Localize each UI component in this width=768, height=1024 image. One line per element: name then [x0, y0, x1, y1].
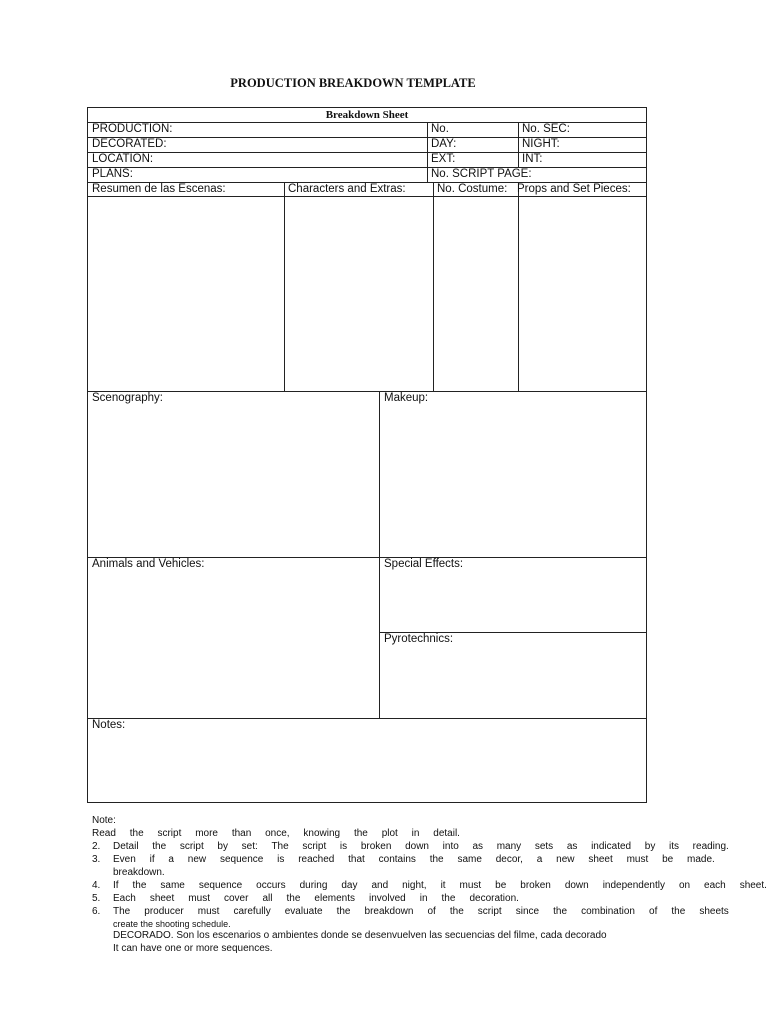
word: the — [152, 841, 167, 852]
word: made. — [687, 854, 715, 865]
word: that — [348, 854, 365, 865]
word: breakdown — [364, 906, 414, 917]
word: The — [271, 841, 289, 852]
row-divider — [88, 718, 646, 719]
word: sheets — [699, 906, 729, 917]
props-header: Props and Set Pieces: — [517, 183, 631, 195]
no-script-page-label: No. SCRIPT PAGE: — [431, 168, 532, 180]
item-text — [113, 854, 715, 867]
word: during — [299, 880, 328, 891]
costume-header: No. Costume: — [437, 183, 508, 195]
location-label: LOCATION: — [92, 153, 154, 165]
row-divider — [88, 152, 646, 153]
word: once, — [265, 828, 290, 839]
item-text: breakdown. — [113, 867, 165, 878]
word: must — [197, 906, 220, 917]
word: down — [564, 880, 589, 891]
word: be — [662, 854, 674, 865]
word: a — [536, 854, 543, 865]
ext-label: EXT: — [431, 153, 456, 165]
item-number: 6. — [92, 906, 101, 917]
document-title: PRODUCTION BREAKDOWN TEMPLATE — [230, 76, 476, 90]
word: carefully — [233, 906, 271, 917]
word: must — [459, 880, 482, 891]
scenography-label: Scenography: — [92, 392, 163, 404]
pyrotechnics-label: Pyrotechnics: — [384, 633, 454, 645]
no-label: No. — [431, 123, 449, 135]
column-divider — [284, 182, 285, 391]
word: the — [429, 854, 444, 865]
word: new — [187, 854, 207, 865]
instruction-item — [92, 854, 768, 867]
item-text — [113, 841, 729, 854]
word: script — [302, 841, 327, 852]
word: reached — [298, 854, 335, 865]
word: set: — [241, 841, 258, 852]
word: since — [515, 906, 540, 917]
word: sets — [534, 841, 554, 852]
word: its — [669, 841, 679, 852]
item-text — [113, 893, 519, 906]
column-divider — [379, 391, 380, 718]
word: the — [553, 906, 568, 917]
word: detail. — [433, 828, 460, 839]
decorado-continuation — [92, 943, 768, 956]
word: by — [644, 841, 656, 852]
word: producer — [144, 906, 184, 917]
column-divider — [518, 182, 519, 391]
word: same — [457, 854, 482, 865]
word: cover — [223, 893, 249, 904]
word: many — [496, 841, 522, 852]
notes-label: Notes: — [92, 719, 126, 731]
word: script — [477, 906, 502, 917]
word: sequence — [219, 854, 264, 865]
row-divider — [88, 196, 646, 197]
decorado-definition — [92, 930, 768, 943]
int-label: INT: — [522, 153, 543, 165]
word: occurs — [256, 880, 286, 891]
decorado-text: It can have one or more sequences. — [113, 943, 273, 954]
item-text — [113, 880, 767, 893]
word: as — [566, 841, 578, 852]
word: be — [495, 880, 507, 891]
instructions-heading: Note: — [92, 815, 116, 826]
word: day — [341, 880, 358, 891]
word: the — [449, 906, 464, 917]
word: more — [195, 828, 218, 839]
word: elements — [314, 893, 355, 904]
instruction-item — [92, 880, 768, 893]
word: script — [157, 828, 182, 839]
word: contains — [378, 854, 416, 865]
item-number: 5. — [92, 893, 101, 904]
characters-header: Characters and Extras: — [288, 183, 406, 195]
instruction-item — [92, 841, 768, 854]
word: script — [179, 841, 204, 852]
column-divider — [433, 182, 434, 391]
item-number: 3. — [92, 854, 101, 865]
word: all — [262, 893, 273, 904]
makeup-label: Makeup: — [384, 392, 429, 404]
word: night, — [402, 880, 427, 891]
word: same — [160, 880, 185, 891]
instruction-item — [92, 906, 768, 919]
word: the — [353, 828, 368, 839]
word: must — [188, 893, 210, 904]
word: is — [339, 841, 348, 852]
word: If — [113, 880, 119, 891]
word: the — [129, 828, 144, 839]
word: the — [286, 893, 301, 904]
word: decoration. — [469, 893, 519, 904]
word: reading. — [692, 841, 729, 852]
word: it — [440, 880, 446, 891]
word: of — [649, 906, 658, 917]
instruction-item-continuation — [92, 867, 768, 880]
word: sheet — [149, 893, 175, 904]
word: broken — [520, 880, 551, 891]
breakdown-sheet — [87, 107, 647, 803]
row-divider — [88, 167, 646, 168]
decorated-label: DECORATED: — [92, 138, 167, 150]
decorado-text: DECORADO. Son los escenarios o ambientes donde se desenvuelven las secuencias del filme, cada decorado — [113, 930, 607, 941]
word: independently — [602, 880, 665, 891]
word: knowing — [303, 828, 341, 839]
instruction-item-continuation — [92, 919, 768, 930]
instruction-intro — [92, 828, 460, 841]
word: Each — [113, 893, 136, 904]
no-sec-label: No. SEC: — [522, 123, 570, 135]
word: must — [626, 854, 649, 865]
word: decor, — [495, 854, 523, 865]
word: the — [336, 906, 351, 917]
row-divider — [88, 391, 646, 392]
word: on — [678, 880, 691, 891]
word: and — [371, 880, 389, 891]
word: indicated — [591, 841, 632, 852]
instruction-item — [92, 893, 768, 906]
word: of — [427, 906, 436, 917]
word: the — [671, 906, 686, 917]
word: in — [419, 893, 428, 904]
word: down — [405, 841, 429, 852]
special-effects-label: Special Effects: — [384, 558, 464, 570]
word: than — [231, 828, 252, 839]
word: a — [168, 854, 174, 865]
production-label: PRODUCTION: — [92, 123, 173, 135]
word: the — [132, 880, 147, 891]
word: the — [441, 893, 456, 904]
item-text: create the shooting schedule. — [113, 919, 231, 929]
word: sheet. — [739, 880, 767, 891]
word: broken — [360, 841, 392, 852]
word: by — [217, 841, 228, 852]
word: evaluate — [284, 906, 323, 917]
row-divider — [88, 137, 646, 138]
word: new — [556, 854, 575, 865]
word: Detail — [113, 841, 139, 852]
item-text — [113, 906, 729, 919]
word: Even — [113, 854, 136, 865]
instructions — [92, 815, 768, 956]
word: as — [472, 841, 484, 852]
day-label: DAY: — [431, 138, 457, 150]
word: is — [277, 854, 285, 865]
word: sheet — [588, 854, 613, 865]
word: involved — [369, 893, 406, 904]
sheet-title: Breakdown Sheet — [325, 109, 409, 121]
animals-vehicles-label: Animals and Vehicles: — [92, 558, 205, 570]
item-number: 4. — [92, 880, 101, 891]
word: Read — [92, 828, 116, 839]
word: combination — [581, 906, 635, 917]
night-label: NIGHT: — [522, 138, 560, 150]
word: plot — [381, 828, 398, 839]
item-number: 2. — [92, 841, 101, 852]
word: in — [411, 828, 420, 839]
scene-summary-header: Resumen de las Escenas: — [92, 183, 226, 195]
plans-label: PLANS: — [92, 168, 133, 180]
word: into — [442, 841, 459, 852]
word: if — [149, 854, 155, 865]
word: sequence — [198, 880, 243, 891]
word: each — [704, 880, 726, 891]
word: The — [113, 906, 131, 917]
